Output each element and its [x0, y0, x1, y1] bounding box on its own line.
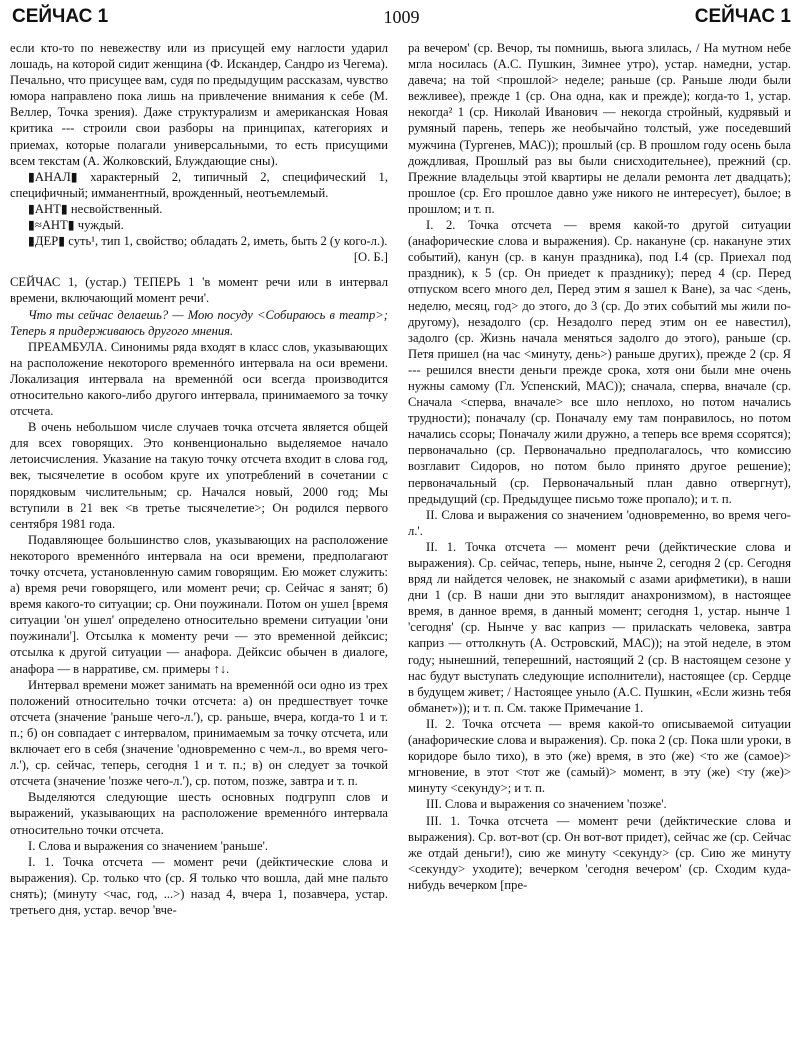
paragraph: Подавляющее большинство слов, указывающих на расположение некоторого временнóго интервала на оси времени, предполагают точку отсчета, установленную самим говорящим. Ею может служить: а) время речи говорящего, или момент речи; ср. Сейчас я занят; б) время какого-то ситуации; ср. Они поужинали. Потом он ушел [время ситуации 'он ушел' определено относительно времени ситуации 'они поужинали']. Отсылка к моменту речи — это временной дейксис; отсылка к другой ситуации — анафора. Дейксис обычен в диалоге, анафора — в нарративе, см. примеры ↑↓.	[10, 532, 388, 676]
entry-heading: СЕЙЧАС 1, (устар.) ТЕПЕРЬ 1 'в момент речи или в интервал времени, включающий момент речи'.	[10, 275, 388, 306]
running-header	[0, 6, 803, 34]
paragraph: ПРЕАМБУЛА. Синонимы ряда входят в класс слов, указывающих на расположение некоторого временнóго интервала на оси времени. Локализация интервала на временнóй оси всегда производится относительно какого-либо другого интервала, принимаемого за точку отсчета.	[10, 339, 388, 419]
example: Что ты сейчас делаешь? — Мою посуду <Собираюсь в театр>; Теперь я придерживаюсь другого мнения.	[10, 307, 388, 338]
page-number: 1009	[383, 7, 420, 27]
paragraph: III. 1. Точка отсчета — момент речи (дейктические слова и выражения). Ср. вот-вот (ср. Он вот-вот придет), сейчас же (ср. Сейчас же отдай деньги!), сию же минуту <секунду> (ср. Сию же минуту <секунду> уходите); вечерком 'сегодня вечером' (ср. Сходим куда-нибудь вечерком [пре-	[408, 813, 791, 892]
header-right-headword: СЕЙЧАС 1	[694, 6, 791, 27]
paragraph: I. 1. Точка отсчета — момент речи (дейктические слова и выражения). Ср. только что (ср. Я только что вошла, дай мне пальто снять); (минуту <час, год, ...>) назад 4, вчера 1, позавчера, устар. третьего дня, устар. вечор 'вче-	[10, 854, 388, 917]
paragraph: ▮АНТ▮ несвойственный.	[28, 201, 163, 216]
section-heading: II. Слова и выражения со значением 'одновременно, во время чего-л.'.	[408, 507, 791, 538]
header-left-headword: СЕЙЧАС 1	[12, 6, 109, 27]
section-heading: I. Слова и выражения со значением 'раньше'.	[28, 838, 269, 853]
paragraph: ▮ДЕР▮ суть¹, тип 1, свойство; обладать 2, иметь, быть 2 (у кого-л.).	[28, 234, 388, 249]
paragraph: ра вечером' (ср. Вечор, ты помнишь, вьюга злилась, / На мутном небе мгла носилась (А.С. Пушкин, Зимнее утро), устар. намедни, устар. давеча; на той <прошлой> неделе; раньше (ср. Раньше люди были вежливее), прежде 1 (ср. Она одна, как и прежде); когда-то 1, устар. некогда² 1 (ср. Николай Иванович — некогда стройный, кудрявый и румяный парень, теперь же необычайно толстый, уже поседевший мужчина (Тургенев, МАС)); прошлый (ср. В прошлом году осень была дождливая, Прошлый раз вы были снисходительнее), прежний (ср. Прежние владельцы этой квартиры не делали ремонта лет двадцать); прошлое (ср. Его прошлое давно уже никого не интересует), былое; в прошлом; и т. п.	[408, 41, 791, 216]
paragraph: II. 1. Точка отсчета — момент речи (дейктические слова и выражения). Ср. сейчас, теперь, ныне, нынче 2, сегодня 2 (ср. Сегодня вряд ли найдется человек, не знакомый с азами арифметики), в наши дни 1 (ср. В наши дни это выглядит анахронизмом), в настоящее время, в данное время, в данный момент; сегодня 1, устар. нынче 1 'сегодня' (ср. Нынче у вас каприз — приласкать человека, завтра каприз — оттолкнуть (А. Островский, МАС)); на этой неделе, в этом году; нынешний, теперешний, настоящий 2 (ср. В настоящем сезоне у нас будут выступать следующие исполнители), настоящее (ср. Сердце в будущем живет; / Настоящее уныло (А.С. Пушкин, «Если жизнь тебя обманет»)); и т. п. См. также Примечание 1.	[408, 539, 791, 715]
paragraph: II. 2. Точка отсчета — время какой-то описываемой ситуации (анафорические слова и выражения). Ср. пока 2 (ср. Пока шли уроки, в коридоре было тихо), в это (же) время, в это (же) <то же (самое)> мгновение, в этот <тот же (самый)> момент, в эту (же) <ту (же)> минуту <секунду>; и т. п.	[408, 716, 791, 796]
paragraph: ▮АНАЛ▮ характерный 2, типичный 2, специфический 1, специфичный; имманентный, врожденный, неотъемлемый.	[10, 169, 388, 200]
author-signature: [О. Б.]	[353, 250, 388, 265]
left-column	[10, 40, 388, 1055]
section-heading: III. Слова и выражения со значением 'позже'.	[426, 797, 667, 812]
paragraph: если кто-то по невежеству или из присущей ему наглости ударил лошадь, на которой сидит женщина (Ф. Искандер, Сандро из Чегема). Печально, что присущее вам, судя по предыдущим рассказам, чувство юмора направлено пока лишь на привлечение внимания к себе (М. Веллер, Точка зрения). Даже структурализм и американская Новая критика --- строили свои разборы на принципах, категориях и приемах, которые полагали универсальными, то есть присущими всем текстам (А. Жолковский, Блуждающие сны).	[10, 41, 388, 168]
paragraph: В очень небольшом числе случаев точка отсчета является общей для всех говорящих. Это конвенционально выделяемое начало летоисчисления. Указание на такую точку отсчета входит в слова год, век, тысячелетие в особом круге их употреблений в сочетании с порядковым числительным; ср. Начался новый, 2000 год; Мы вступили в 21 век <в третье тысячелетие>; Он родился первого сентября 1981 года.	[10, 420, 388, 531]
paragraph: ▮≈АНТ▮ чуждый.	[28, 218, 124, 233]
right-column	[408, 40, 791, 1055]
paragraph: Выделяются следующие шесть основных подгрупп слов и выражений, указывающих на расположение временнóго интервала относительно точки отсчета.	[10, 790, 388, 837]
paragraph: Интервал времени может занимать на временнóй оси одно из трех положений относительно точки отсчета: а) он предшествует точке отсчета (значение 'раньше чего-л.'), ср. раньше, вчера, когда-то 1 и т. п.; б) он совпадает с интервалом, принимаемым за точку отсчета, или включает его в себя (значение 'одновременно с чем-л., во время чего-л.'), ср. сейчас, теперь, сегодня 1 и т. п.; в) он следует за точкой отсчета (значение 'позже чего-л.'), ср. потом, позже, завтра и т. п.	[10, 677, 388, 789]
paragraph: I. 2. Точка отсчета — время какой-то другой ситуации (анафорические слова и выражения). Ср. накануне (ср. накануне этих событий), канун (ср. в канун праздника), под I.4 (ср. Приехал под праздник), к 5 (ср. Он приедет к празднику); перед 4 (ср. Перед отпуском всего много дел, Перед этим я зашел к Ване), за час <день, неделю, месяц, год> до этого, до 3 (ср. До этих событий мы жили по-другому), незадолго (ср. Незадолго перед этим он ее навестил), задолго (ср. Жизнь начала меняться задолго до этого), раньше (ср. Петя пришел (на час <минуту, день>) раньше других), прежде 2 (ср. Я --- решился внести деньги прежде срока, хотя они были мне очень нужны самому (Гл. Успенский, МАС)); сначала, сперва, вначале (ср. Сначала <сперва, вначале> все шло неплохо, но потом начались трудности); поначалу (ср. Поначалу ему там понравилось, но потом начались ссоры; Поначалу жили дружно, а теперь все время ссорятся); первоначально (ср. Первоначально предполагалось, что комиссию возглавит Сидоров, но потом было принято другое решение); первоначальный (ср. Первоначальный план давно отвергнут), предыдущий (ср. Предыдущее письмо тоже пропало); и т. п.	[408, 218, 791, 506]
